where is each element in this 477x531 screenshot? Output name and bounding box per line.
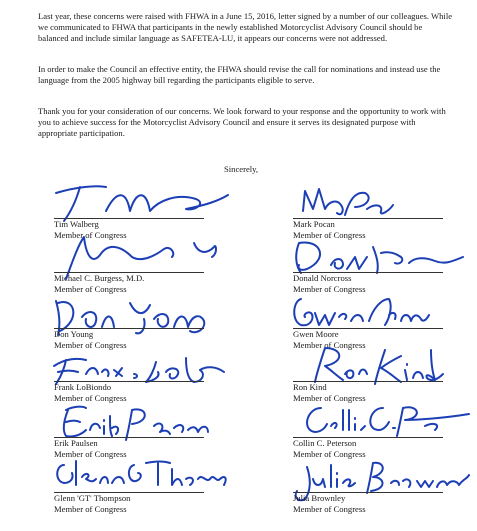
signer-title: Member of Congress xyxy=(293,230,366,240)
signature-block-brownley xyxy=(293,469,473,519)
letter-paragraph-2: In order to make the Council an effective entity, the FHWA should revise the call for nominations and instead use the language from the 2005 highway bill regarding the participants eligible to serve. xyxy=(38,64,441,85)
signer-title: Member of Congress xyxy=(293,393,366,403)
signer-title: Member of Congress xyxy=(54,504,127,514)
closing: Sincerely, xyxy=(224,164,259,174)
signature-block-thompson xyxy=(54,469,234,519)
signer-name: Erik Paulsen xyxy=(54,438,98,448)
signer-name: Frank LoBiondo xyxy=(54,382,112,392)
signer-title: Member of Congress xyxy=(293,284,366,294)
signer-title: Member of Congress xyxy=(293,340,366,350)
letter-paragraph-3: Thank you for your consideration of our concerns. We look forward to your response and the opportunity to work with you to achieve success for the Motorcyclist Advisory Council and ensure it serves its designated purpose with appropriate participation. xyxy=(38,106,446,138)
signer-name: Michael C. Burgess, M.D. xyxy=(54,273,145,283)
signer-title: Member of Congress xyxy=(54,340,127,350)
signer-name: Collin C. Peterson xyxy=(293,438,357,448)
signer-title: Member of Congress xyxy=(54,230,127,240)
signer-name: Gwen Moore xyxy=(293,329,339,339)
signer-name: Donald Norcross xyxy=(293,273,352,283)
letter-paragraph-1: Last year, these concerns were raised with FHWA in a June 15, 2016, letter signed by a number of our colleagues. While we communicated to FHWA that participants in the newly established Motorcyclist Advisory Council should be balanced and include similar language as SAFETEA-LU, it appears our concerns were not addressed. xyxy=(38,11,453,43)
signer-title: Member of Congress xyxy=(293,449,366,459)
signer-title: Member of Congress xyxy=(54,449,127,459)
signer-name: Ron Kind xyxy=(293,382,327,392)
signer-name: Julia Brownley xyxy=(293,493,346,503)
signer-title: Member of Congress xyxy=(54,284,127,294)
signer-title: Member of Congress xyxy=(293,504,366,514)
signer-name: Glenn 'GT' Thompson xyxy=(54,493,131,503)
signer-name: Mark Pocan xyxy=(293,219,335,229)
signer-title: Member of Congress xyxy=(54,393,127,403)
signer-name: Don Young xyxy=(54,329,94,339)
signer-name: Tim Walberg xyxy=(54,219,99,229)
